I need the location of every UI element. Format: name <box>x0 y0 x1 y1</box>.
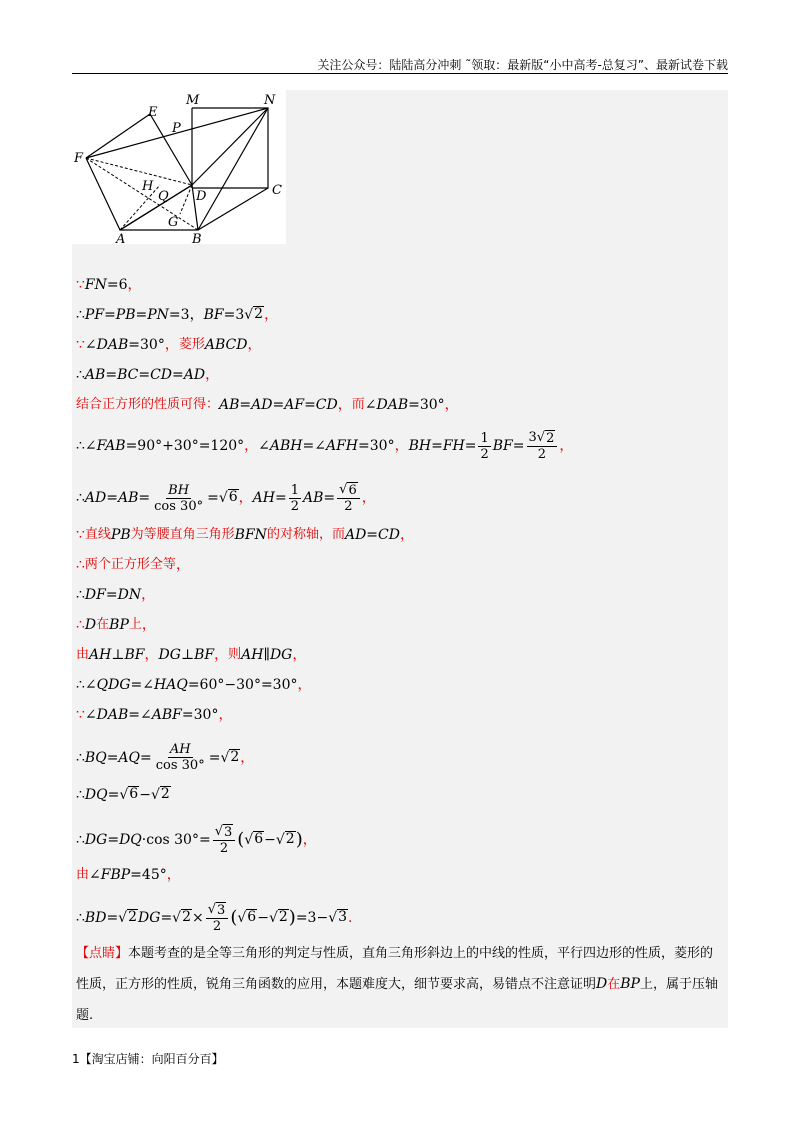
label-b: B <box>192 232 202 244</box>
label-a: A <box>116 232 126 244</box>
label-g: G <box>168 215 179 230</box>
label-d: D <box>196 189 207 204</box>
label-c: C <box>272 183 282 198</box>
geometry-figure <box>72 90 286 244</box>
page-footer: 1【淘宝店铺：向阳百分百】 <box>72 1052 224 1066</box>
step-15: ∴ BQ = AQ = $\frac{AH}{\cos 30^\circ}$ = √ 2 ， <box>76 742 255 773</box>
label-p: P <box>172 121 181 136</box>
step-9: ∴ 两个正方形全等 ， <box>76 557 190 573</box>
step-6: ∴ ∠ FAB = 90 ° + 30 ° = 120 ° ， ∠ ABH = ∠ AFH = 30 ° ， BH = FH = $\frac{1}{2}$ BF = 3√ 2 2 ， <box>76 430 574 462</box>
step-11: ∴ D 在 BP 上 ， <box>76 617 156 633</box>
dash-ah <box>120 185 160 230</box>
step-1: ∵ FN = 6 ， <box>76 277 142 293</box>
label-h: H <box>142 179 154 194</box>
step-3: ∵ ∠ DAB = 30 ° ， 菱形 ABCD ， <box>76 337 262 353</box>
note-tag: 【点睛】 <box>76 946 129 961</box>
step-2: ∴ PF = PB = PN = 3 ， BF = 3 √ 2 ， <box>76 306 279 323</box>
geometry-diagram <box>72 90 286 244</box>
step-13: ∴ ∠ QDG = ∠ HAQ = 60 ° − 30 ° = 30 ° ， <box>76 677 312 693</box>
step-17: ∴ DG = DQ · cos 30 ° = √ 3 2 ( √ 6 − √ 2 ) ， <box>76 824 317 856</box>
step-12: 由 AH ⊥ BF ， DG ⊥ BF ， 则 AH ∥ DG ， <box>76 647 307 663</box>
header-rule <box>72 73 728 74</box>
label-n: N <box>264 93 276 108</box>
step-4: ∴ AB = BC = CD = AD ， <box>76 367 220 383</box>
label-e: E <box>148 105 158 120</box>
step-19: ∴ BD = √ 2 DG = √ 2 × √ 3 2 ( √ 6 − √ 2 ) = 3 − √ 3 . <box>76 902 353 934</box>
label-q: Q <box>158 189 169 204</box>
key-point-note: 【点睛】本题考查的是全等三角形的判定与性质，直角三角形斜边上的中线的性质，平行四边形的性质，菱形的性质，正方形的性质，锐角三角函数的应用，本题难度大，细节要求高，易错点不注意证明D在BP上，属于压轴题. <box>76 946 718 1023</box>
step-16: ∴ DQ = √ 6 − √ 2 <box>76 786 170 803</box>
step-10: ∴ DF = DN ， <box>76 587 156 603</box>
step-14: ∵ ∠ DAB = ∠ ABF = 30 ° ， <box>76 707 233 723</box>
step-5: 结合正方形的性质可得： AB = AD = AF = CD ， 而 ∠ DAB = 30 ° ， <box>76 397 459 413</box>
note-text: 本题考查的是全等三角形的判定与性质，直角三角形斜边上的中线的性质，平行四边形的性质，菱形的性质，正方形的性质，锐角三角函数的应用，本题难度大，细节要求高，易错点不注意证明 <box>76 946 714 992</box>
page-header: 关注公众号：陆陆高分冲刺 ˜领取：最新版“小中高考-总复习”、最新试卷下载 <box>317 58 728 72</box>
label-f: F <box>74 151 84 166</box>
edge-da <box>120 185 192 230</box>
solution-content <box>72 90 728 1028</box>
label-m: M <box>186 93 200 108</box>
dash-fd <box>86 158 192 185</box>
step-7: ∴ AD = AB = $\frac{BH}{\cos 30^\circ}$ = √ 6 ， AH = $\frac{1}{2}$ AB = √ 6 2 ， <box>76 482 376 514</box>
step-8: ∵ 直线 PB 为等腰直角三角形 BFN 的对称轴，而 AD = CD ， <box>76 527 414 543</box>
step-18: 由 ∠ FBP = 45 ° ， <box>76 867 181 883</box>
